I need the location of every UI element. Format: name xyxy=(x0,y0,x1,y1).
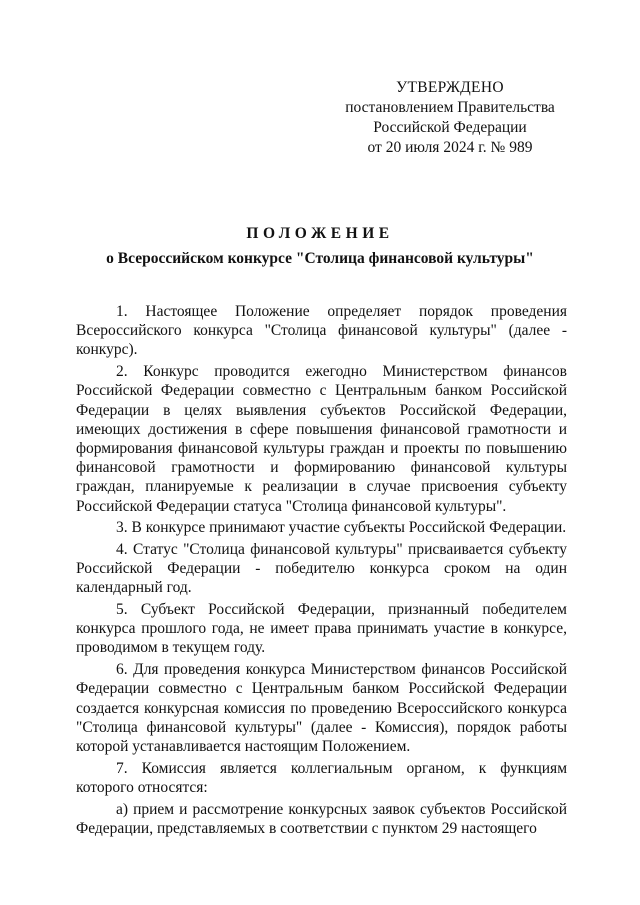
approval-line-date: от 20 июля 2024 г. № 989 xyxy=(367,139,533,156)
document-body xyxy=(76,302,567,840)
approval-title: УТВЕРЖДЕНО xyxy=(396,79,504,96)
paragraph-3: 3. В конкурсе принимают участие субъекты Российской Федерации. xyxy=(116,519,567,537)
paragraph-7a: а) прием и рассмотрение конкурсных заявок субъектов Российской Федерации, представляемых в соответствии с пунктом 29 настоящего xyxy=(76,800,567,837)
paragraph-4: 4. Статус "Столица финансовой культуры" присваивается субъекту Российской Федерации - победителю конкурса сроком на один календарный год. xyxy=(76,540,567,597)
document-subtitle: о Всероссийском конкурсе "Столица финансовой культуры" xyxy=(106,250,534,267)
paragraph-1: 1. Настоящее Положение определяет порядок проведения Всероссийского конкурса "Столица финансовой культуры" (далее - конкурс). xyxy=(76,303,567,359)
paragraph-6: 6. Для проведения конкурса Министерством финансов Российской Федерации совместно с Центральным банком Российской Федерации создается конкурсная комиссия по проведению Всероссийского конкурса "Столица финансовой культуры" (далее - Комиссия), порядок работы которой устанавливается настоящим Положением. xyxy=(76,661,567,755)
document-title: ПОЛОЖЕНИЕ xyxy=(246,225,394,242)
paragraph-7: 7. Комиссия является коллегиальным органом, к функциям которого относятся: xyxy=(76,759,567,796)
approval-stamp xyxy=(330,78,570,158)
paragraph-2: 2. Конкурс проводится ежегодно Министерством финансов Российской Федерации совместно с Центральным банком Российской Федерации в целях выявления субъектов Российской Федерации, имеющих достижения в сфере повышения финансовой грамотности и формирования финансовой культуры граждан и проекты по повышению финансовой грамотности и формированию финансовой культуры граждан, планируемые к реализации в случае присвоения субъекту Российской Федерации статуса "Столица финансовой культуры". xyxy=(76,363,567,515)
approval-line-resolution: постановлением Правительства xyxy=(345,99,555,116)
approval-line-government: Российской Федерации xyxy=(373,119,527,136)
paragraph-5: 5. Субъект Российской Федерации, признанный победителем конкурса прошлого года, не имеет права принимать участие в конкурсе, проводимом в текущем году. xyxy=(76,601,567,657)
